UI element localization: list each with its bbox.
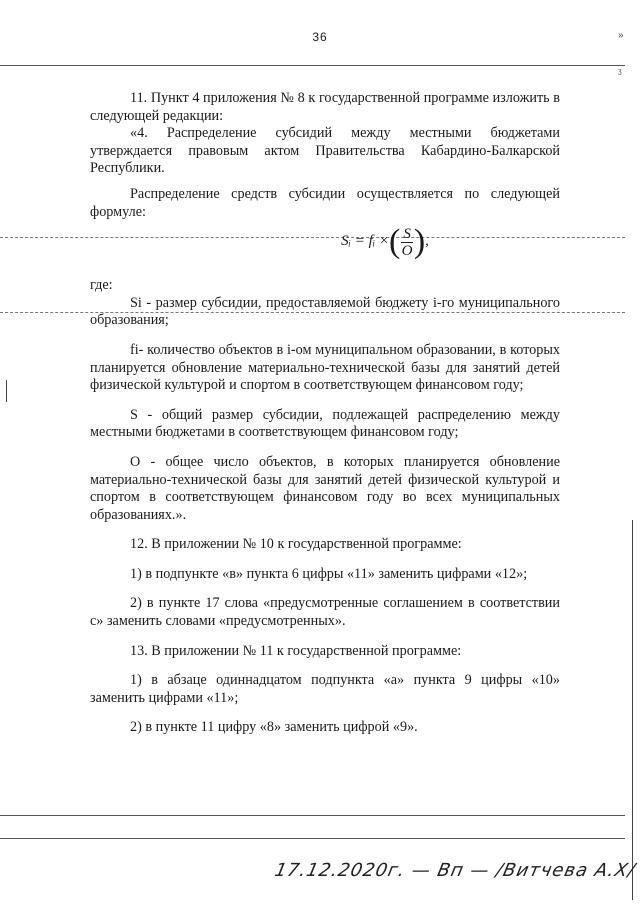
item-13: 13. В приложении № 11 к государственной программе: — [130, 642, 462, 659]
item-13-2: 2) в пункте 11 цифру «8» заменить цифрой «9». — [130, 719, 418, 736]
clause-4: «4. Распределение субсидий между местными бюджетами утверждается правовым актом Правительства Кабардино-Балкарской Республики. — [90, 125, 560, 177]
formula-numerator: S — [403, 225, 411, 242]
corner-mark: ᶾ — [618, 68, 622, 79]
si-definition: Si - размер субсидии, предоставляемой бюджету i-го муниципального образования; — [90, 294, 560, 329]
formula-lhs: Sᵢ = fᵢ × — [341, 233, 389, 250]
margin-mark — [632, 520, 633, 900]
o-definition: O - общее число объектов, в которых планируется обновление материально-технической базы для занятий детей физической культурой и спортом в соответствующем финансовом году во всех муниципальных образованиях.». — [90, 453, 560, 523]
formula-trail: , — [425, 233, 429, 250]
item-12: 12. В приложении № 10 к государственной программе: — [130, 536, 462, 553]
bottom-rule — [0, 838, 625, 839]
formula-intro: Распределение средств субсидии осуществляется по следующей формуле: — [90, 185, 560, 220]
where-label: где: — [90, 277, 113, 294]
fi-definition: fi- количество объектов в i-ом муниципальном образовании, в которых планируется обновление материально-технической базы для занятий детей физической культурой и спортом в соответствующем финансовом году; — [90, 341, 560, 394]
bottom-rule — [0, 815, 625, 816]
signature: 17.12.2020г. — Вп — /Витчева А.Х/ — [272, 860, 638, 881]
top-rule — [0, 65, 625, 66]
formula: Sᵢ = fᵢ × ( $\frac{S}{O}$ ) , — [341, 223, 429, 261]
s-definition: S - общий размер субсидии, подлежащей распределению между местными бюджетами в соответствующем финансовом году; — [90, 406, 560, 441]
item-12-2: 2) в пункте 17 слова «предусмотренные соглашением в соответствии с» заменить словами «предусмотренных». — [90, 595, 560, 630]
item-11: 11. Пункт 4 приложения № 8 к государственной программе изложить в следующей редакции: — [90, 90, 560, 124]
document-body — [90, 90, 560, 737]
item-13-1: 1) в абзаце одиннадцатом подпункта «а» пункта 9 цифры «10» заменить цифрами «11»; — [90, 672, 560, 706]
page-number: 36 — [312, 30, 328, 44]
formula-denominator: O — [401, 242, 413, 259]
corner-mark: » — [618, 30, 624, 41]
item-12-1: 1) в подпункте «в» пункта 6 цифры «11» заменить цифрами «12»; — [130, 565, 528, 582]
margin-mark — [6, 380, 7, 402]
